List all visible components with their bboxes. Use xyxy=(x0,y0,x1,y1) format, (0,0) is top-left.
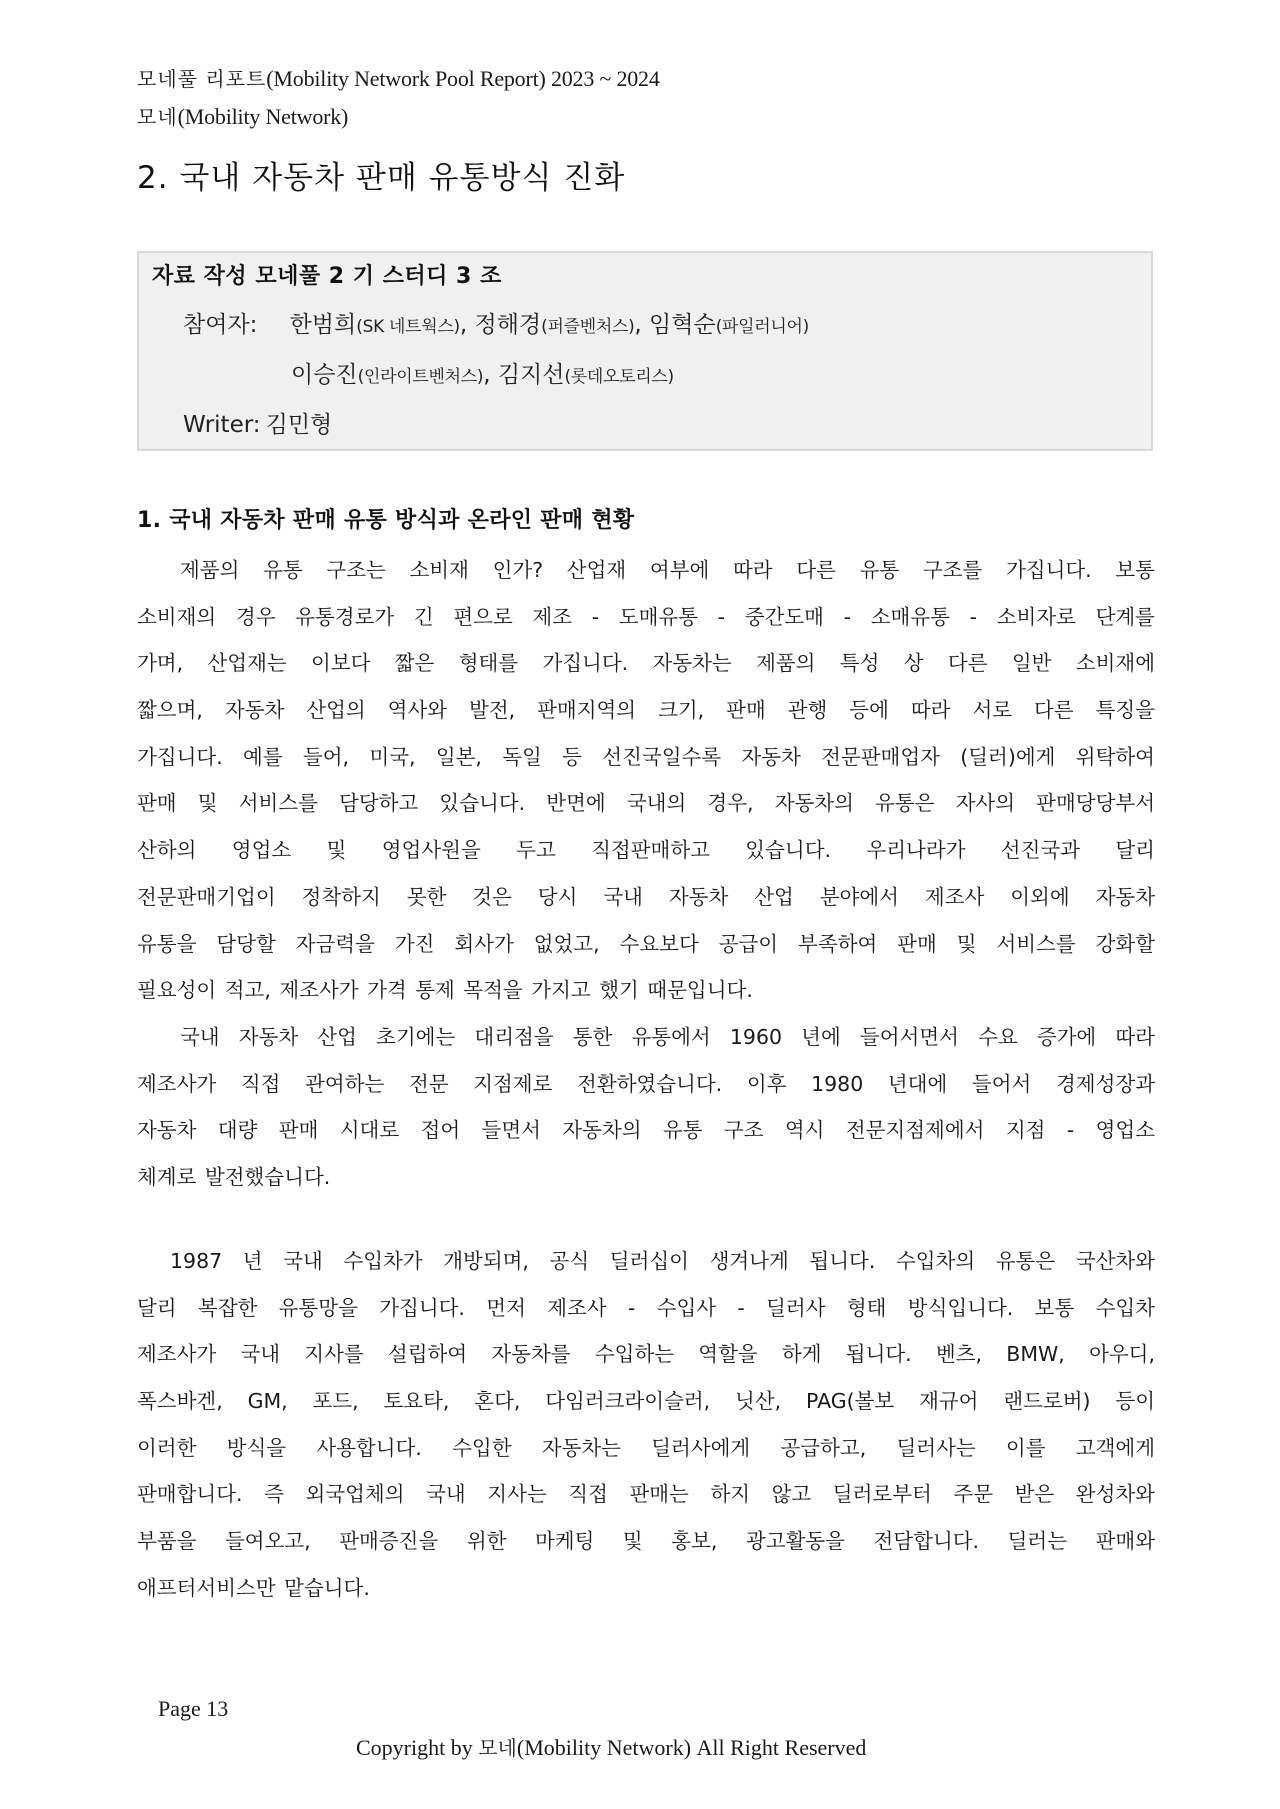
participant-name: 한범희 xyxy=(289,312,357,338)
participant-name: 임혁순 xyxy=(649,312,716,338)
text-line: 전문판매기업이 정착하지 못한 것은 당시 국내 자동차 산업 분야에서 제조사 이외에 자동차 xyxy=(137,884,1155,909)
body-paragraph-2 xyxy=(137,1014,1155,1201)
body-paragraph-1 xyxy=(137,547,1155,1014)
copyright-prefix: Copyright by xyxy=(356,1735,479,1760)
copyright-org-ko: 모네 xyxy=(478,1736,517,1760)
text-line: 제품의 유통 구조는 소비재 인가? 산업재 여부에 따라 다른 유통 구조를 가집니다. 보통 xyxy=(180,558,1155,582)
text-line: 폭스바겐, GM, 포드, 토요타, 혼다, 다임러크라이슬러, 닛산, PAG(볼보 재규어 랜드로버) 등이 xyxy=(137,1389,1155,1414)
participant-org: (SK 네트웍스) xyxy=(356,317,460,337)
writer-label: Writer: xyxy=(183,412,261,438)
participant-org: (롯데오토리스) xyxy=(564,367,674,387)
text-line: 산하의 영업소 및 영업사원을 두고 직접판매하고 있습니다. 우리나라가 선진국과 달리 xyxy=(137,838,1155,863)
page-number: Page 13 xyxy=(158,1696,229,1721)
copyright-suffix: (Mobility Network) All Right Reserved xyxy=(516,1735,867,1760)
participant-org: (파일러니어) xyxy=(715,317,809,337)
participants-row-2: 이승진(인라이트벤처스), 김지선(롯데오토리스) xyxy=(291,362,674,388)
text-line: 달리 복잡한 유통망을 가집니다. 먼저 제조사 - 수입사 - 딜러사 형태 방식입니다. 보통 수입차 xyxy=(137,1295,1155,1320)
text-line: 유통을 담당할 자금력을 가진 회사가 없었고, 수요보다 공급이 부족하여 판매 및 서비스를 강화할 xyxy=(137,931,1155,956)
header-org-name-ko: 모네 xyxy=(137,105,178,129)
text-line: 소비재의 경우 유통경로가 긴 편으로 제조 - 도매유통 - 중간도매 - 소매유통 - 소비자로 단계를 xyxy=(137,604,1155,629)
text-line: 이러한 방식을 사용합니다. 수입한 자동차는 딜러사에게 공급하고, 딜러사는 이를 고객에게 xyxy=(137,1435,1155,1460)
header-report-name-en: (Mobility Network Pool Report) 2023 ~ 2024 xyxy=(266,66,660,91)
text-line: 필요성이 적고, 제조사가 가격 통제 목적을 가지고 했기 때문입니다. xyxy=(137,978,753,1003)
text-line: 제조사가 직접 관여하는 전문 지점제로 전환하였습니다. 이후 1980 년대에 들어서 경제성장과 xyxy=(137,1071,1155,1096)
text-line: 가며, 산업재는 이보다 짧은 형태를 가집니다. 자동차는 제품의 특성 상 다른 일반 소비재에 xyxy=(137,651,1155,676)
body-paragraph-3 xyxy=(137,1238,1155,1612)
text-line: 애프터서비스만 맡습니다. xyxy=(137,1575,370,1600)
text-line: 가집니다. 예를 들어, 미국, 일본, 독일 등 선진국일수록 자동차 전문판매업자 (딜러)에게 위탁하여 xyxy=(137,744,1155,769)
header-report-name-ko: 모네풀 리포트 xyxy=(137,67,267,91)
text-line: 자동차 대량 판매 시대로 접어 들면서 자동차의 유통 구조 역시 전문지점제에서 지점 - 영업소 xyxy=(137,1118,1155,1143)
participant-org: (인라이트벤처스) xyxy=(357,367,484,387)
participant-name: 이승진 xyxy=(291,362,358,388)
copyright-notice xyxy=(356,1732,866,1761)
chapter-title: 2. 국내 자동차 판매 유통방식 진화 xyxy=(137,160,626,196)
writer-name: 김민형 xyxy=(265,412,333,438)
running-header-line-2 xyxy=(137,104,348,130)
participant-name: 정해경 xyxy=(474,312,542,338)
text-line: 1987 년 국내 수입차가 개방되며, 공식 딜러십이 생겨나게 됩니다. 수입차의 유통은 국산차와 xyxy=(170,1249,1155,1273)
text-line: 부품을 들여오고, 판매증진을 위한 마케팅 및 홍보, 광고활동을 전담합니다. 딜러는 판매와 xyxy=(137,1529,1155,1554)
authors-box-heading: 자료 작성 모네풀 2 기 스터디 3 조 xyxy=(152,264,502,289)
authors-info-box xyxy=(137,251,1153,451)
text-line: 판매 및 서비스를 담당하고 있습니다. 반면에 국내의 경우, 자동차의 유통은 자사의 판매당당부서 xyxy=(137,791,1155,816)
writer-row xyxy=(183,406,332,439)
participant-name: 김지선 xyxy=(497,362,565,388)
header-org-name-en: (Mobility Network) xyxy=(177,104,349,129)
text-line: 국내 자동차 산업 초기에는 대리점을 통한 유통에서 1960 년에 들어서면서 수요 증가에 따라 xyxy=(180,1025,1155,1049)
participants-row-1: 참여자: 한범희(SK 네트웍스), 정해경(퍼즐벤처스), 임혁순(파일러니어) xyxy=(183,312,809,338)
participants-label: 참여자: xyxy=(183,312,258,338)
text-line: 판매합니다. 즉 외국업체의 국내 지사는 직접 판매는 하지 않고 딜러로부터 주문 받은 완성차와 xyxy=(137,1482,1155,1507)
participant-org: (퍼즐벤처스) xyxy=(541,317,635,337)
text-line: 체계로 발전했습니다. xyxy=(137,1165,331,1190)
section-heading: 1. 국내 자동차 판매 유통 방식과 온라인 판매 현황 xyxy=(137,508,635,533)
text-line: 제조사가 국내 지사를 설립하여 자동차를 수입하는 역할을 하게 됩니다. 벤츠, BMW, 아우디, xyxy=(137,1342,1155,1367)
text-line: 짧으며, 자동차 산업의 역사와 발전, 판매지역의 크기, 판매 관행 등에 따라 서로 다른 특징을 xyxy=(137,698,1155,723)
running-header-line-1 xyxy=(137,66,660,92)
